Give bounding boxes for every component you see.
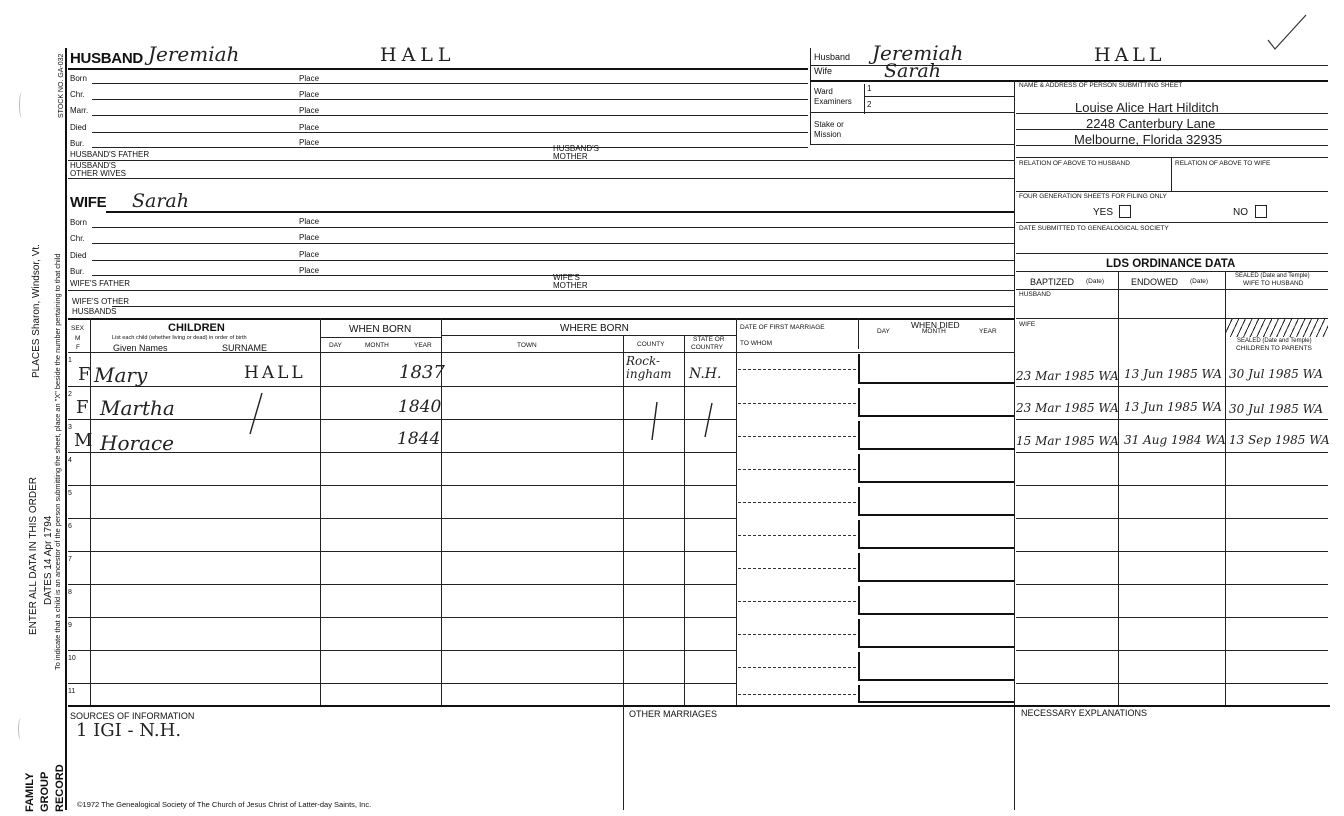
col-town: TOWN	[517, 342, 537, 349]
lds-row2-endowed: 13 Jun 1985 WA	[1124, 400, 1222, 414]
margin-mark-1	[19, 92, 25, 118]
child1-state: N.H.	[689, 366, 722, 382]
sources-label: SOURCES OF INFORMATION	[70, 711, 195, 721]
check-mark	[1268, 15, 1306, 49]
col-died-day: DAY	[877, 328, 890, 335]
lds-endowed-label: ENDOWED	[1131, 277, 1178, 287]
footer-div-1	[623, 705, 624, 810]
husband-born-label: Born	[70, 74, 87, 83]
ditto-county	[652, 402, 657, 440]
child-row-number: 11	[68, 688, 76, 695]
explanations-label: NECESSARY EXPLANATIONS	[1021, 708, 1148, 718]
col-born-month: MONTH	[365, 342, 389, 349]
wife-born-place-label: Place	[299, 217, 320, 226]
lds-sealed-top-2: WIFE TO HUSBAND	[1243, 280, 1304, 287]
child1-year: 1837	[399, 362, 445, 383]
child-row-number: 5	[68, 490, 72, 497]
yes-label: YES	[1093, 207, 1114, 218]
stock-number: STOCK NO. GA-032	[58, 53, 65, 118]
four-gen-label: FOUR GENERATION SHEETS FOR FILING ONLY	[1019, 193, 1167, 200]
wife-given-name: Sarah	[132, 190, 189, 212]
header-husband-given: Jeremiah	[872, 41, 964, 65]
header-wife-given: Sarah	[884, 60, 941, 82]
husband-label: HUSBAND	[70, 50, 143, 67]
wife-other-husbands-label-2: HUSBANDS	[72, 307, 117, 316]
husband-died-place-label: Place	[299, 123, 320, 132]
sources-value: 1 IGI - N.H.	[76, 720, 182, 741]
child-row-number: 1	[68, 357, 72, 364]
child-row-number: 2	[68, 391, 72, 398]
copyright: ©1972 The Genealogical Society of The Church of Jesus Christ of Latter-day Saints, Inc.	[77, 800, 372, 809]
submitter-label: NAME & ADDRESS OF PERSON SUBMITTING SHEET	[1019, 82, 1183, 89]
stake-label-1: Stake or	[814, 120, 844, 129]
child2-year: 1840	[398, 397, 442, 417]
child3-year: 1844	[397, 429, 441, 449]
col-born-day: DAY	[329, 342, 342, 349]
child1-county: Rock-ingham	[626, 354, 672, 382]
header-husband-surname: HALL	[1094, 44, 1166, 66]
husband-born-place-label: Place	[299, 74, 320, 83]
record-title-3: RECORD	[54, 764, 66, 812]
header-wife-label: Wife	[814, 66, 832, 76]
wife-bur-label: Bur.	[70, 267, 85, 276]
ancestor-instruction: To indicate that a child is an ancestor of the person submitting the sheet, place an "X" beside the number pertaining to that child	[53, 253, 62, 670]
wife-bur-place-label: Place	[299, 266, 320, 275]
husband-died-label: Died	[70, 123, 87, 132]
stake-label-2: Mission	[814, 130, 842, 139]
child1-sex: F	[78, 364, 91, 385]
husband-bur-label: Bur.	[70, 139, 85, 148]
enter-order-note: ENTER ALL DATA IN THIS ORDER	[28, 477, 39, 635]
ward-label: Ward	[814, 87, 833, 96]
col-when-died: WHEN DIED	[911, 320, 960, 330]
lds-row3-baptized: 15 Mar 1985 WA	[1016, 434, 1119, 448]
lds-row1-sealed: 30 Jul 1985 WA	[1229, 367, 1324, 381]
margin-mark-2	[18, 718, 24, 740]
submitter-name: Louise Alice Hart Hilditch	[1075, 100, 1219, 115]
col-to-whom: TO WHOM	[740, 340, 773, 347]
lds-baptized-date: (Date)	[1086, 278, 1105, 285]
lds-row2-baptized: 23 Mar 1985 WA	[1016, 401, 1119, 415]
col-surname: SURNAME	[222, 343, 268, 353]
wife-label: WIFE	[70, 194, 107, 211]
col-state-2: COUNTRY	[691, 344, 724, 351]
lds-husband-label: HUSBAND	[1019, 291, 1051, 298]
child3-given: Horace	[100, 431, 175, 455]
no-label: NO	[1233, 207, 1248, 218]
examiner-num-1: 1	[867, 84, 872, 93]
wife-other-husbands-label-1: WIFE'S OTHER	[72, 297, 130, 306]
lds-row1-baptized: 23 Mar 1985 WA	[1016, 369, 1119, 383]
lds-row1-endowed: 13 Jun 1985 WA	[1124, 367, 1222, 381]
husband-mother-label-1: HUSBAND'S	[553, 144, 599, 153]
wife-chr-place-label: Place	[299, 233, 320, 242]
husband-father-label: HUSBAND'S FATHER	[70, 150, 150, 159]
lds-sealed-bottom-2: CHILDREN TO PARENTS	[1236, 345, 1312, 352]
ditto-state	[705, 403, 712, 437]
husband-chr-label: Chr.	[70, 90, 85, 99]
lds-title: LDS ORDINANCE DATA	[1106, 258, 1236, 270]
examiners-label: Examiners	[814, 97, 852, 106]
col-where-born: WHERE BORN	[560, 323, 629, 334]
child-row-number: 4	[68, 457, 72, 464]
husband-other-wives-label-2: OTHER WIVES	[70, 169, 127, 178]
lds-endowed-date: (Date)	[1190, 278, 1209, 285]
husband-given-name: Jeremiah	[148, 42, 240, 66]
lds-row3-endowed: 31 Aug 1984 WA	[1124, 433, 1226, 447]
record-title-2: GROUP	[39, 771, 51, 812]
submitter-city: Melbourne, Florida 32935	[1074, 132, 1223, 147]
child1-surname: HALL	[244, 363, 306, 383]
husband-other-wives-label-1: HUSBAND'S	[70, 161, 116, 170]
husband-chr-place-label: Place	[299, 90, 320, 99]
lds-wife-label: WIFE	[1019, 321, 1036, 328]
wife-born-label: Born	[70, 218, 87, 227]
date-submitted-label: DATE SUBMITTED TO GENEALOGICAL SOCIETY	[1019, 225, 1169, 232]
col-given-names: Given Names	[113, 343, 168, 353]
col-died-month: MONTH	[922, 328, 946, 335]
col-children-sub: List each child (whether living or dead) in order of birth	[112, 335, 247, 341]
col-sex-f: F	[76, 344, 80, 351]
col-sex-label: SEX	[71, 325, 85, 332]
dates-note: DATES 14 Apr 1794	[43, 515, 54, 605]
wife-died-label: Died	[70, 251, 87, 260]
child3-sex: M	[74, 430, 93, 451]
husband-mother-label-2: MOTHER	[553, 152, 588, 161]
child2-sex: F	[76, 397, 89, 418]
col-when-born: WHEN BORN	[349, 324, 412, 335]
ditto-surname	[250, 393, 262, 434]
col-children-label: CHILDREN	[168, 322, 225, 334]
footer-top-line	[68, 705, 1330, 707]
child-row-number: 8	[68, 589, 72, 596]
lds-row2-sealed: 30 Jul 1985 WA	[1229, 402, 1324, 416]
places-note: PLACES Sharon, Windsor, Vt.	[31, 244, 42, 378]
other-marriages-label: OTHER MARRIAGES	[629, 709, 718, 719]
child2-given: Martha	[100, 396, 175, 420]
lds-baptized-label: BAPTIZED	[1030, 277, 1075, 287]
husband-surname: HALL	[380, 44, 456, 66]
submitter-street: 2248 Canterbury Lane	[1086, 116, 1216, 131]
col-first-marriage: DATE OF FIRST MARRIAGE	[740, 324, 825, 331]
wife-mother-label-2: MOTHER	[553, 281, 588, 290]
relation-wife-label: RELATION OF ABOVE TO WIFE	[1175, 160, 1271, 167]
wife-father-label: WIFE'S FATHER	[70, 279, 131, 288]
col-sex-m: M	[75, 335, 81, 342]
col-state-1: STATE OR	[693, 336, 725, 343]
husband-marr-place-label: Place	[299, 106, 320, 115]
wife-chr-label: Chr.	[70, 234, 85, 243]
husband-bur-place-label: Place	[299, 138, 320, 147]
col-died-year: YEAR	[979, 328, 997, 335]
col-county: COUNTY	[637, 341, 665, 348]
wife-died-place-label: Place	[299, 250, 320, 259]
husband-marr-label: Marr.	[70, 106, 89, 115]
col-born-year: YEAR	[414, 342, 432, 349]
child-row-number: 6	[68, 523, 72, 530]
lds-sealed-top-1: SEALED (Date and Temple)	[1235, 273, 1310, 279]
record-title-1: FAMILY	[24, 772, 36, 812]
lds-row3-sealed: 13 Sep 1985 WA	[1229, 433, 1330, 447]
relation-husband-label: RELATION OF ABOVE TO HUSBAND	[1019, 160, 1130, 167]
child-row-number: 3	[68, 424, 72, 431]
header-husband-label: Husband	[814, 52, 851, 62]
examiner-num-2: 2	[867, 100, 872, 109]
lds-sealed-bottom-1: SEALED (Date and Temple)	[1237, 338, 1312, 344]
child1-given: Mary	[94, 363, 148, 387]
child-row-number: 7	[68, 556, 72, 563]
wife-mother-label-1: WIFE'S	[553, 273, 580, 282]
child-row-number: 9	[68, 622, 72, 629]
child-row-number: 10	[68, 655, 76, 662]
